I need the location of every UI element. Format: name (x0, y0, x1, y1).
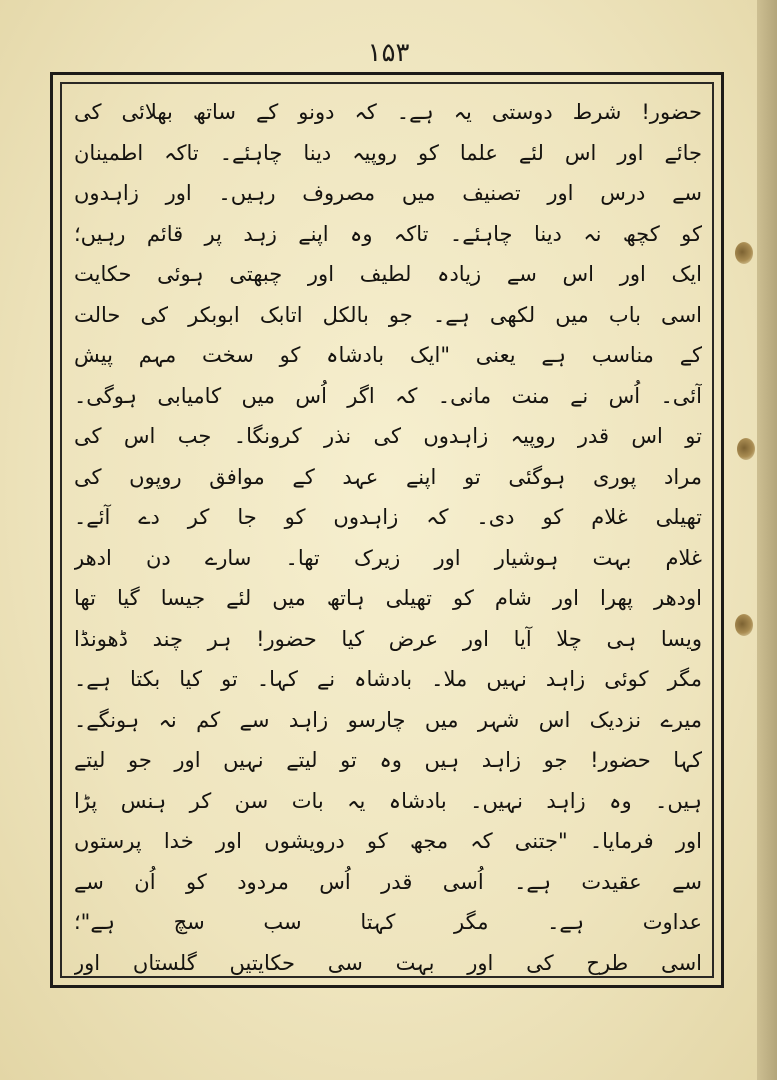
text-line: عداوت ہے۔ مگر کہتا سب سچ ہے"؛ (74, 910, 702, 934)
body-text (74, 92, 702, 983)
binding-hole-top (735, 242, 753, 264)
text-line: تو اس قدر روپیہ زاہدوں کی نذر کرونگا۔ جب اس کی (74, 424, 702, 448)
text-line: ایک اور اس سے زیادہ لطیف اور چبھتی ہوئی حکایت (74, 262, 702, 286)
text-line: تھیلی غلام کو دی۔ کہ زاہدوں کو جا کر دے آئے۔ (74, 505, 702, 529)
text-line: ہیں۔ وہ زاہد نہیں۔ بادشاہ یہ بات سن کر ہنس پڑا (74, 788, 702, 813)
text-line: ویسا ہی چلا آیا اور عرض کیا حضور! ہر چند ڈھونڈا (74, 626, 702, 651)
text-line: حضور! شرط دوستی یہ ہے۔ کہ دونو کے ساتھ بھلائی کی (74, 100, 702, 124)
text-line: اودھر پھرا اور شام کو تھیلی ہاتھ میں لئے جیسا گیا تھا (74, 586, 702, 610)
text-line: مراد پوری ہوگئی تو اپنے عہد کے موافق روپوں کی (74, 464, 702, 489)
text-line: مگر کوئی زاہد نہیں ملا۔ بادشاہ نے کہا۔ تو کیا بکتا ہے۔ (74, 667, 702, 691)
text-line: غلام بہت ہوشیار اور زیرک تھا۔ سارے دن ادھر (74, 545, 702, 570)
text-line: کو کچھ نہ دینا چاہئے۔ تاکہ وہ اپنے زہد پر قائم رہیں؛ (74, 221, 702, 246)
text-line: میرے نزدیک اس شہر میں چارسو زاہد سے کم نہ ہونگے۔ (74, 707, 702, 732)
text-line: سے درس اور تصنیف میں مصروف رہیں۔ اور زاہدوں (74, 181, 702, 205)
text-line: اسی باب میں لکھی ہے۔ جو بالکل اتابک ابوبکر کی حالت (74, 302, 702, 327)
text-line: اور فرمایا۔ "جتنی کہ مجھ کو درویشوں اور خدا پرستوں (74, 829, 702, 853)
text-line: کے مناسب ہے یعنی "ایک بادشاہ کو سخت مہم پیش (74, 343, 702, 367)
text-line: آئی۔ اُس نے منت مانی۔ کہ اگر اُس میں کامیابی ہوگی۔ (74, 383, 702, 408)
text-line: جائے اور اس لئے علما کو روپیہ دینا چاہئے۔ تاکہ اطمینان (74, 140, 702, 165)
text-line: کہا حضور! جو زاہد ہیں وہ تو لیتے نہیں اور جو لیتے (74, 748, 702, 772)
binding-hole-middle (737, 438, 755, 460)
binding-hole-bottom (735, 614, 753, 636)
page-number: ۱۵۳ (367, 38, 410, 68)
text-line: سے عقیدت ہے۔ اُسی قدر اُس مردود کو اُن سے (74, 869, 702, 894)
text-line: اسی طرح کی اور بہت سی حکایتیں گلستاں اور (74, 950, 702, 975)
page-edge (757, 0, 777, 1080)
